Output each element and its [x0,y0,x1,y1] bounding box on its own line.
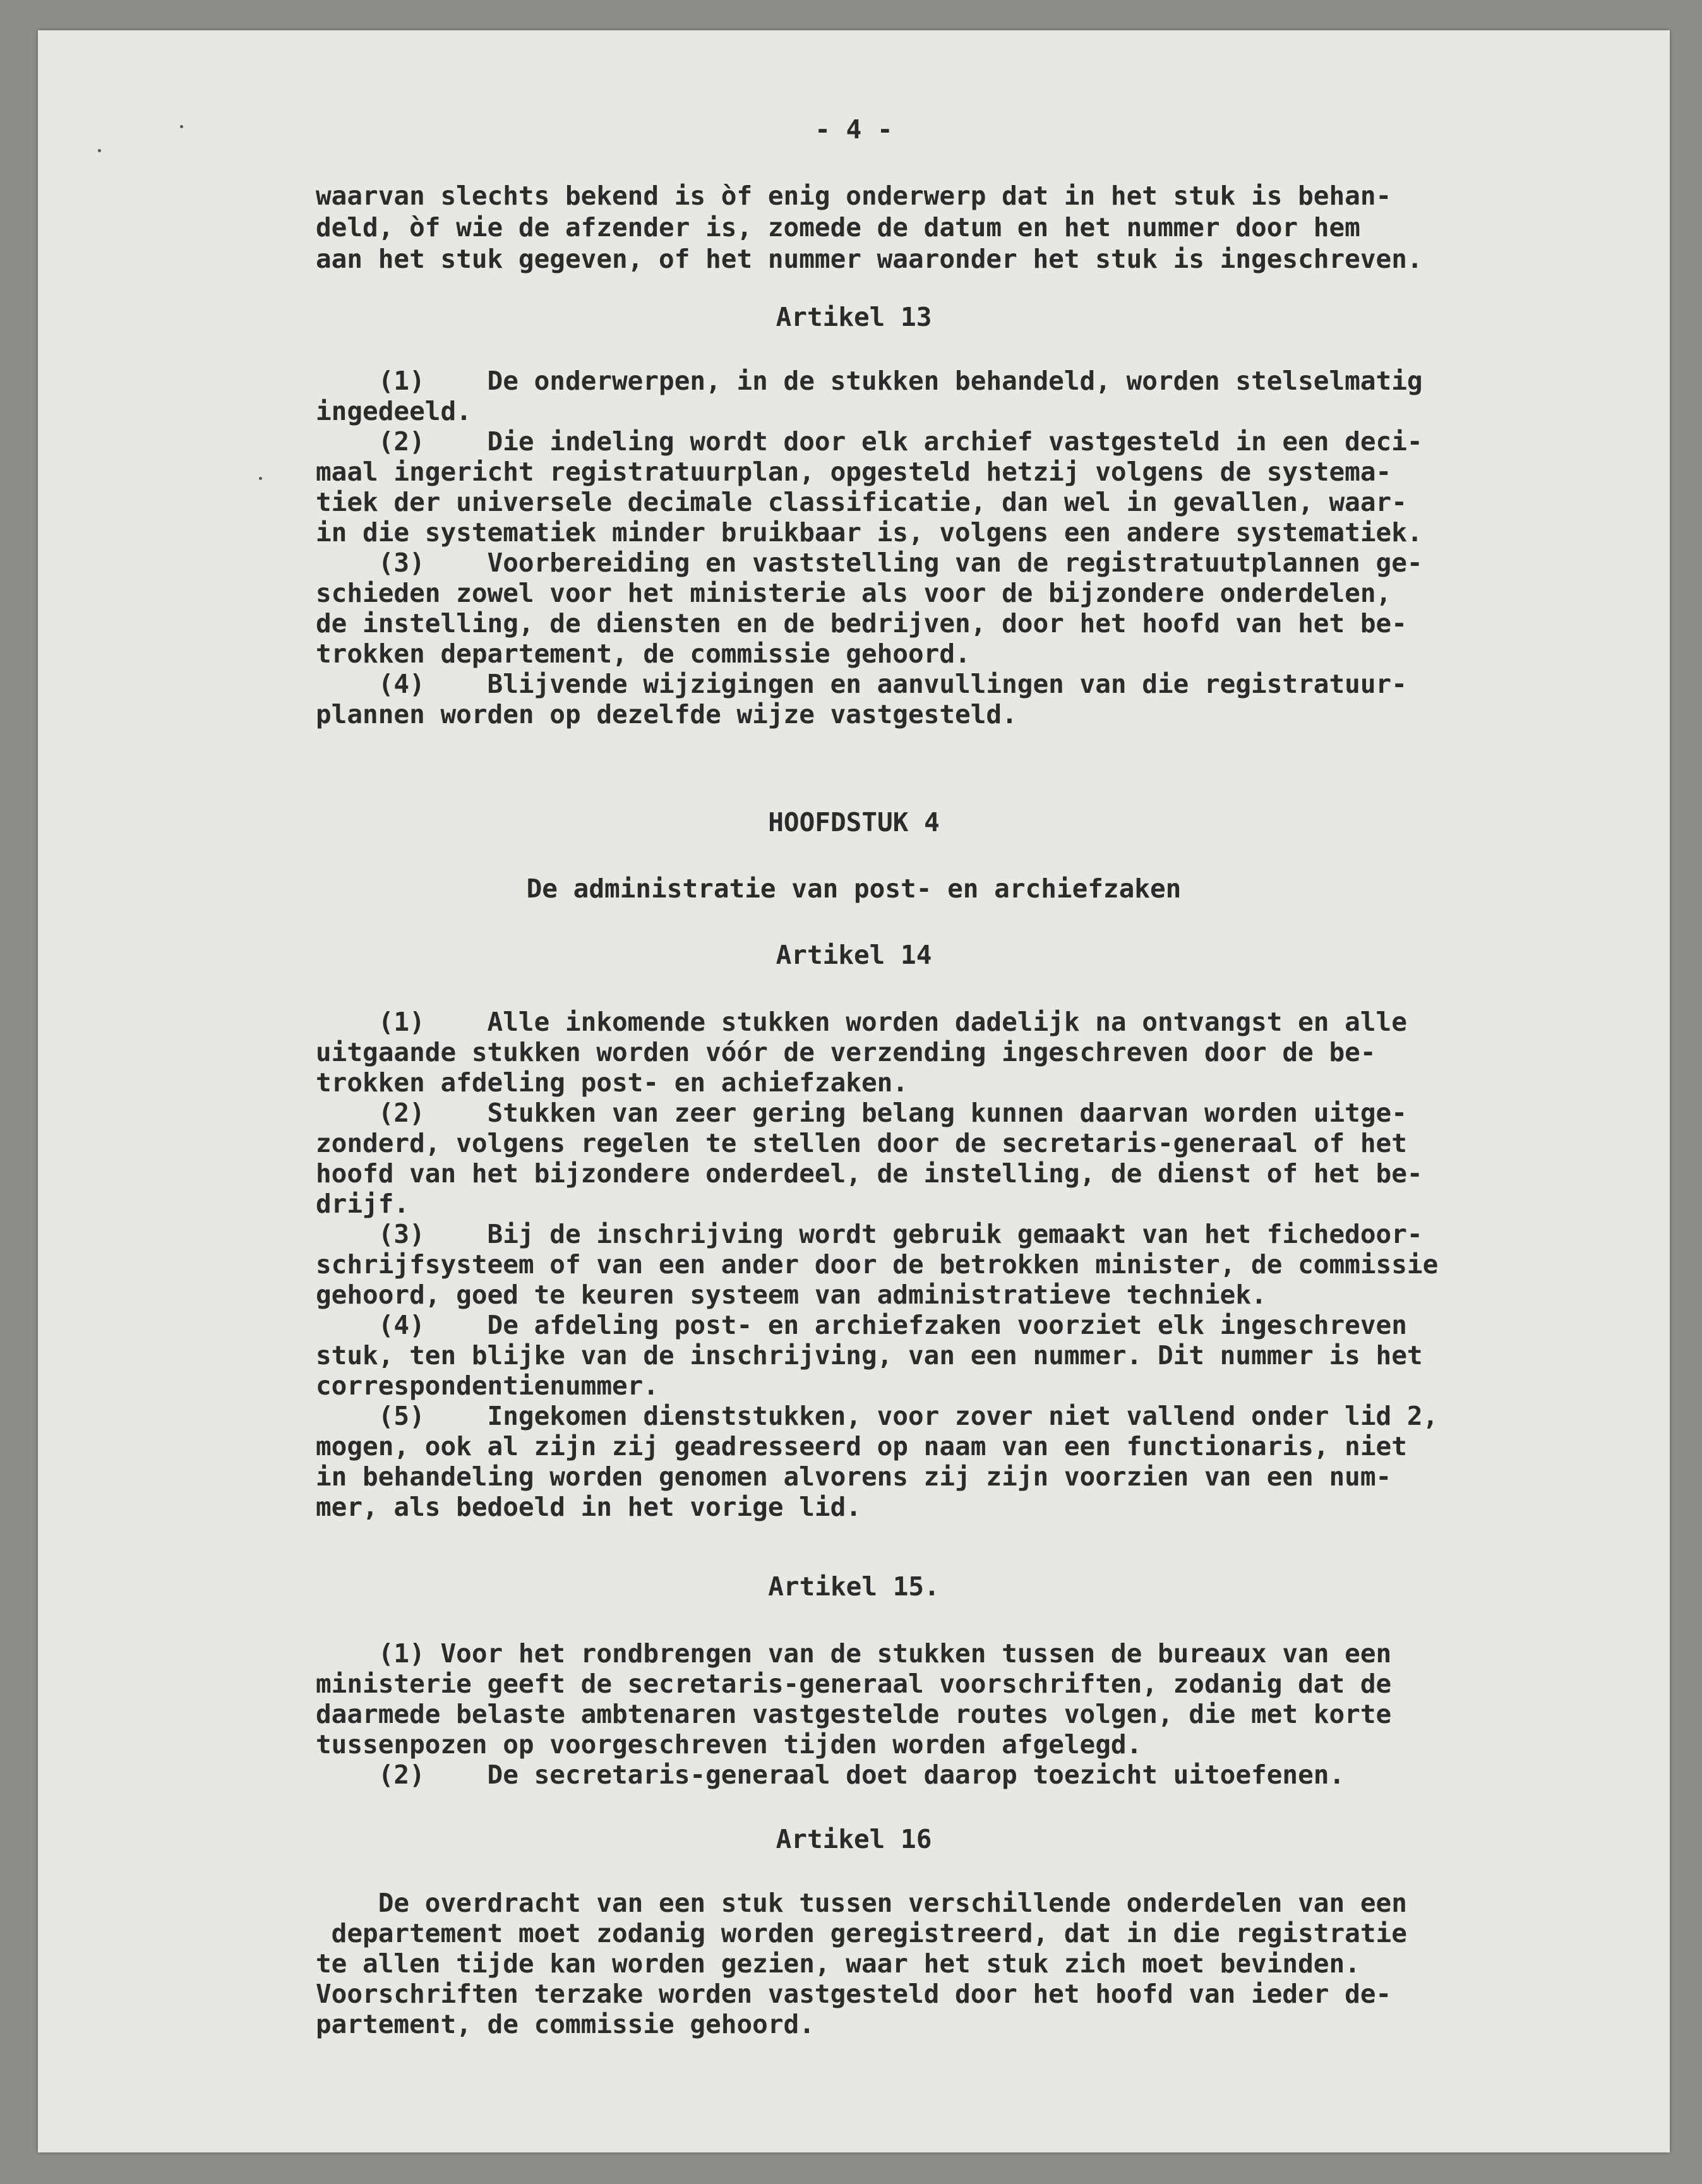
paper-speck [98,149,101,152]
art14-line: stuk, ten blijke van de inschrijving, van een nummer. Dit nummer is het [316,1340,1423,1371]
art14-line: gehoord, goed te keuren systeem van administratieve techniek. [316,1280,1267,1310]
article-16-heading: Artikel 16 [776,1824,932,1854]
chapter-heading: HOOFDSTUK 4 [768,807,940,837]
art16-line: departement moet zodanig worden geregistreerd, dat in die registratie [316,1918,1407,1948]
article-13-heading: Artikel 13 [776,302,932,332]
document-body [316,30,1686,274]
art13-line: schieden zowel voor het ministerie als voor de bijzondere onderdelen, [316,578,1392,608]
article-13-body [316,365,1686,807]
art13-line: de instelling, de diensten en de bedrijven, door het hoofd van het be- [316,608,1407,639]
article-15-heading: Artikel 15. [768,1571,940,1602]
art14-line: (5) Ingekomen dienststukken, voor zover niet vallend onder lid 2, [316,1401,1439,1431]
intro-line: aan het stuk gegeven, of het nummer waaronder het stuk is ingeschreven. [316,244,1423,274]
art15-line: daarmede belaste ambtenaren vastgestelde routes volgen, die met korte [316,1699,1392,1729]
art16-line: De overdracht van een stuk tussen verschillende onderdelen van een [316,1888,1407,1918]
art14-line: (1) Alle inkomende stukken worden dadelijk na ontvangst en alle [316,1007,1407,1037]
art16-line: te allen tijde kan worden gezien, waar het stuk zich moet bevinden. [316,1948,1360,1979]
art13-line: (3) Voorbereiding en vaststelling van de registratuutplannen ge- [316,548,1423,578]
art13-line: plannen worden op dezelfde wijze vastgesteld. [316,699,1017,729]
art14-line: in behandeling worden genomen alvorens zij zijn voorzien van een num- [316,1461,1392,1492]
intro-line: waarvan slechts bekend is òf enig onderwerp dat in het stuk is behan- [316,181,1392,211]
art15-line: (1) Voor het rondbrengen van de stukken tussen de bureaux van een [316,1638,1392,1669]
page-number: - 4 - [815,114,893,145]
art13-line: (1) De onderwerpen, in de stukken behandeld, worden stelselmatig [316,366,1423,396]
art14-line: mogen, ook al zijn zij geadresseerd op naam van een functionaris, niet [316,1431,1407,1461]
art14-line: schrijfsysteem of van een ander door de betrokken minister, de commissie [316,1249,1439,1280]
art15-line: tussenpozen op voorgeschreven tijden worden afgelegd. [316,1729,1142,1760]
article-14-body [316,1006,1686,1606]
art13-line: (4) Blijvende wijzigingen en aanvullingen van die registratuur- [316,669,1407,699]
art14-line: zonderd, volgens regelen te stellen door de secretaris-generaal of het [316,1128,1407,1158]
art14-line: uitgaande stukken worden vóór de verzending ingeschreven door de be- [316,1037,1376,1067]
art15-line: ministerie geeft de secretaris-generaal voorschriften, zodanig dat de [316,1669,1392,1699]
paper-speck [259,477,262,480]
document-page [38,30,1670,2152]
art13-line: in die systematiek minder bruikbaar is, volgens een andere systematiek. [316,517,1423,548]
art15-line: (2) De secretaris-generaal doet daarop toezicht uitoefenen. [316,1760,1345,1790]
art14-line: drijf. [316,1189,410,1219]
art14-line: (4) De afdeling post- en archiefzaken voorziet elk ingeschreven [316,1310,1407,1340]
art13-line: tiek der universele decimale classificatie, dan wel in gevallen, waar- [316,487,1407,517]
art14-line: trokken afdeling post- en achiefzaken. [316,1067,908,1098]
art14-line: correspondentienummer. [316,1371,659,1401]
art13-line: ingedeeld. [316,396,472,426]
art13-line: trokken departement, de commissie gehoord. [316,639,971,669]
art14-line: mer, als bedoeld in het vorige lid. [316,1492,861,1522]
art13-line: maal ingericht registratuurplan, opgesteld hetzij volgens de systema- [316,457,1392,487]
art14-line: hoofd van het bijzondere onderdeel, de instelling, de dienst of het be- [316,1158,1423,1189]
art14-line: (2) Stukken van zeer gering belang kunnen daarvan worden uitge- [316,1098,1407,1128]
article-16-body [316,1887,1686,2108]
art14-line: (3) Bij de inschrijving wordt gebruik gemaakt van het fichedoor- [316,1219,1423,1249]
article-14-heading: Artikel 14 [776,940,932,970]
chapter-title: De administratie van post- en archiefzaken [526,873,1182,904]
art16-line: Voorschriften terzake worden vastgesteld door het hoofd van ieder de- [316,1979,1392,2009]
intro-line: deld, òf wie de afzender is, zomede de datum en het nummer door hem [316,212,1360,243]
art13-line: (2) Die indeling wordt door elk archief vastgesteld in een deci- [316,426,1423,457]
art16-line: partement, de commissie gehoord. [316,2009,815,2039]
